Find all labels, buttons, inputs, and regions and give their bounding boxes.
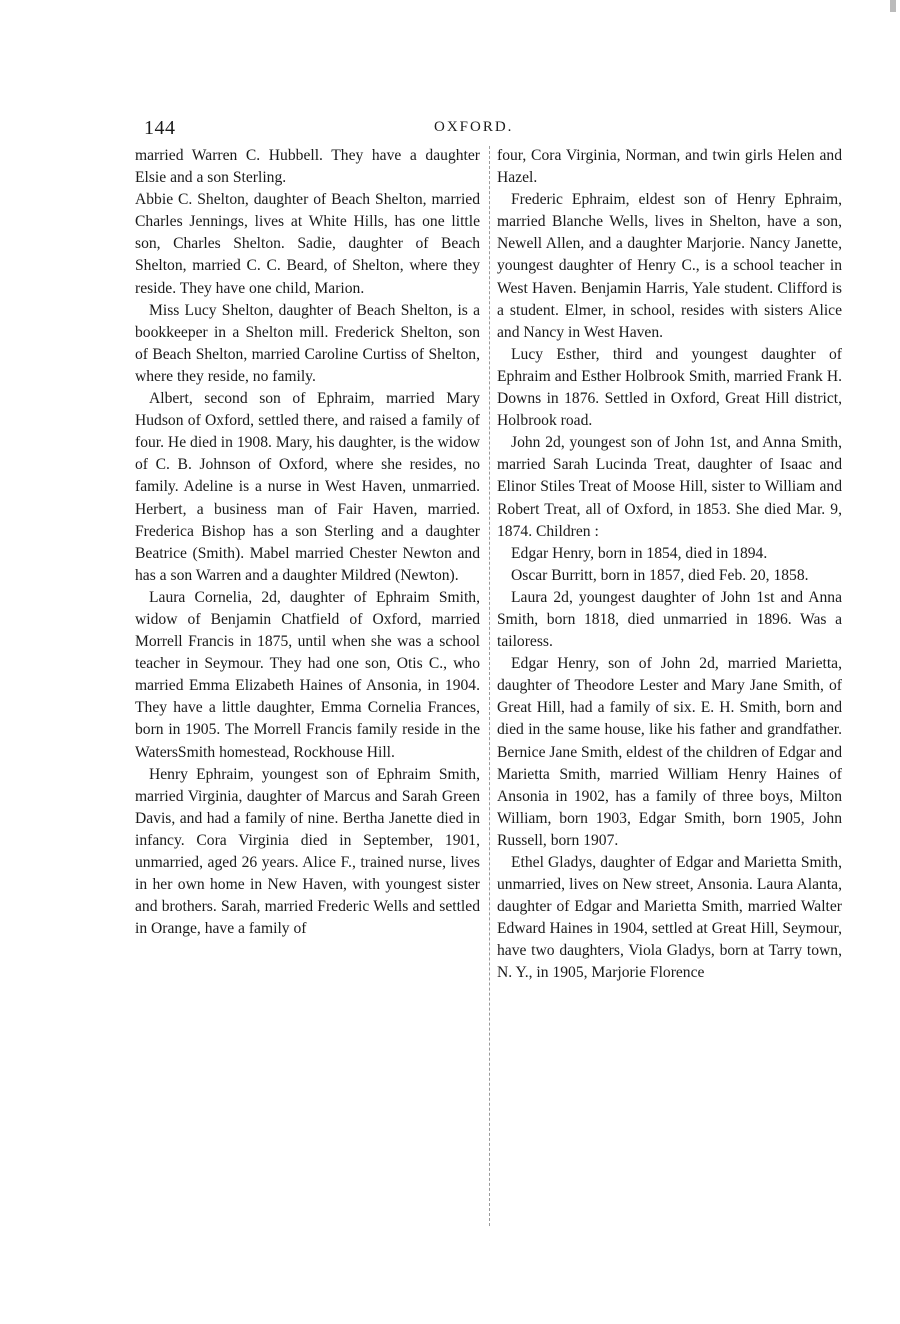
- paragraph: Ethel Gladys, daughter of Edgar and Marietta Smith, unmarried, lives on New street, Ansonia. Laura Alanta, daughter of Edgar and Marietta Smith, married Walter Edward Haines in 1904, settled at Great Hill, Seymour, have two daughters, Viola Gladys, born at Tarry town, N. Y., in 1905, Marjorie Florence: [497, 854, 842, 982]
- paragraph: Edgar Henry, born in 1854, died in 1894.: [511, 544, 768, 562]
- paragraph: Frederic Ephraim, eldest son of Henry Ephraim, married Blanche Wells, lives in Shelton, have a son, Newell Allen, and a daughter Marjorie. Nancy Janette, youngest daughter of Henry C., is a school teacher in West Haven. Benjamin Harris, Yale student. Clifford is a student. Elmer, in school, resides with sisters Alice and Nancy in West Haven.: [497, 191, 842, 341]
- paragraph: Oscar Burritt, born in 1857, died Feb. 20, 1858.: [511, 566, 809, 584]
- paragraph: Laura Cornelia, 2d, daughter of Ephraim Smith, widow of Benjamin Chatfield of Oxford, married Morrell Francis in 1875, until when she was a school teacher in Seymour. They had one son, Otis C., who married Emma Elizabeth Haines of Ansonia, in 1904. They have a little daughter, Emma Cornelia Frances, born in 1905. The Morrell Francis family reside in the WatersSmith homestead, Rockhouse Hill.: [135, 588, 480, 761]
- paragraph: Albert, second son of Ephraim, married Mary Hudson of Oxford, settled there, and raised a family of four. He died in 1908. Mary, his daughter, is the widow of C. B. Johnson of Oxford, where she resides, no family. Adeline is a nurse in West Haven, unmarried. Herbert, a business man of Fair Haven, married. Frederica Bishop has a son Sterling and a daughter Beatrice (Smith). Mabel married Chester Newton and has a son Warren and a daughter Mildred (Newton).: [135, 390, 480, 584]
- paragraph: Laura 2d, youngest daughter of John 1st and Anna Smith, born 1818, died unmarried in 1896. Was a tailoress.: [497, 588, 842, 651]
- paragraph: John 2d, youngest son of John 1st, and Anna Smith, married Sarah Lucinda Treat, daughter of Isaac and Elinor Stiles Treat of Moose Hill, sister to William and Robert Treat, all of Oxford, in 1853. She died Mar. 9, 1874. Children :: [497, 434, 842, 540]
- right-column: [497, 145, 842, 985]
- paragraph: Abbie C. Shelton, daughter of Beach Shelton, married Charles Jennings, lives at White Hills, has one little son, Charles Shelton. Sadie, daughter of Beach Shelton, married C. C. Beard, of Shelton, where they reside. They have one child, Marion.: [135, 191, 480, 297]
- running-head: OXFORD.: [434, 119, 514, 135]
- paragraph: Miss Lucy Shelton, daughter of Beach Shelton, is a bookkeeper in a Shelton mill. Frederick Shelton, son of Beach Shelton, married Caroline Curtiss of Shelton, where they reside, no family.: [135, 301, 480, 385]
- paragraph: married Warren C. Hubbell. They have a daughter Elsie and a son Sterling.: [135, 147, 480, 187]
- left-column: [135, 145, 480, 940]
- column-divider: [489, 146, 490, 1226]
- paragraph: four, Cora Virginia, Norman, and twin girls Helen and Hazel.: [497, 147, 842, 187]
- paragraph: Edgar Henry, son of John 2d, married Marietta, daughter of Theodore Lester and Mary Jane Smith, of Great Hill, had a family of six. E. H. Smith, born and died in the same house, like his father and grandfather. Bernice Jane Smith, eldest of the children of Edgar and Marietta Smith, married William Henry Haines of Ansonia in 1902, has a family of three boys, Milton William, born 1903, Edgar Smith, born 1905, John Russell, born 1907.: [497, 655, 842, 849]
- page-header: [134, 113, 840, 143]
- page-number: 144: [144, 117, 176, 139]
- scan-edge-mark: [890, 0, 896, 12]
- paragraph: Henry Ephraim, youngest son of Ephraim Smith, married Virginia, daughter of Marcus and Sarah Green Davis, and had a family of nine. Bertha Janette died in infancy. Cora Virginia died in September, 1901, unmarried, aged 26 years. Alice F., trained nurse, lives in her own home in New Haven, with youngest sister and brothers. Sarah, married Frederic Wells and settled in Orange, have a family of: [135, 765, 480, 938]
- paragraph: Lucy Esther, third and youngest daughter of Ephraim and Esther Holbrook Smith, married Frank H. Downs in 1876. Settled in Oxford, Great Hill district, Holbrook road.: [497, 345, 842, 430]
